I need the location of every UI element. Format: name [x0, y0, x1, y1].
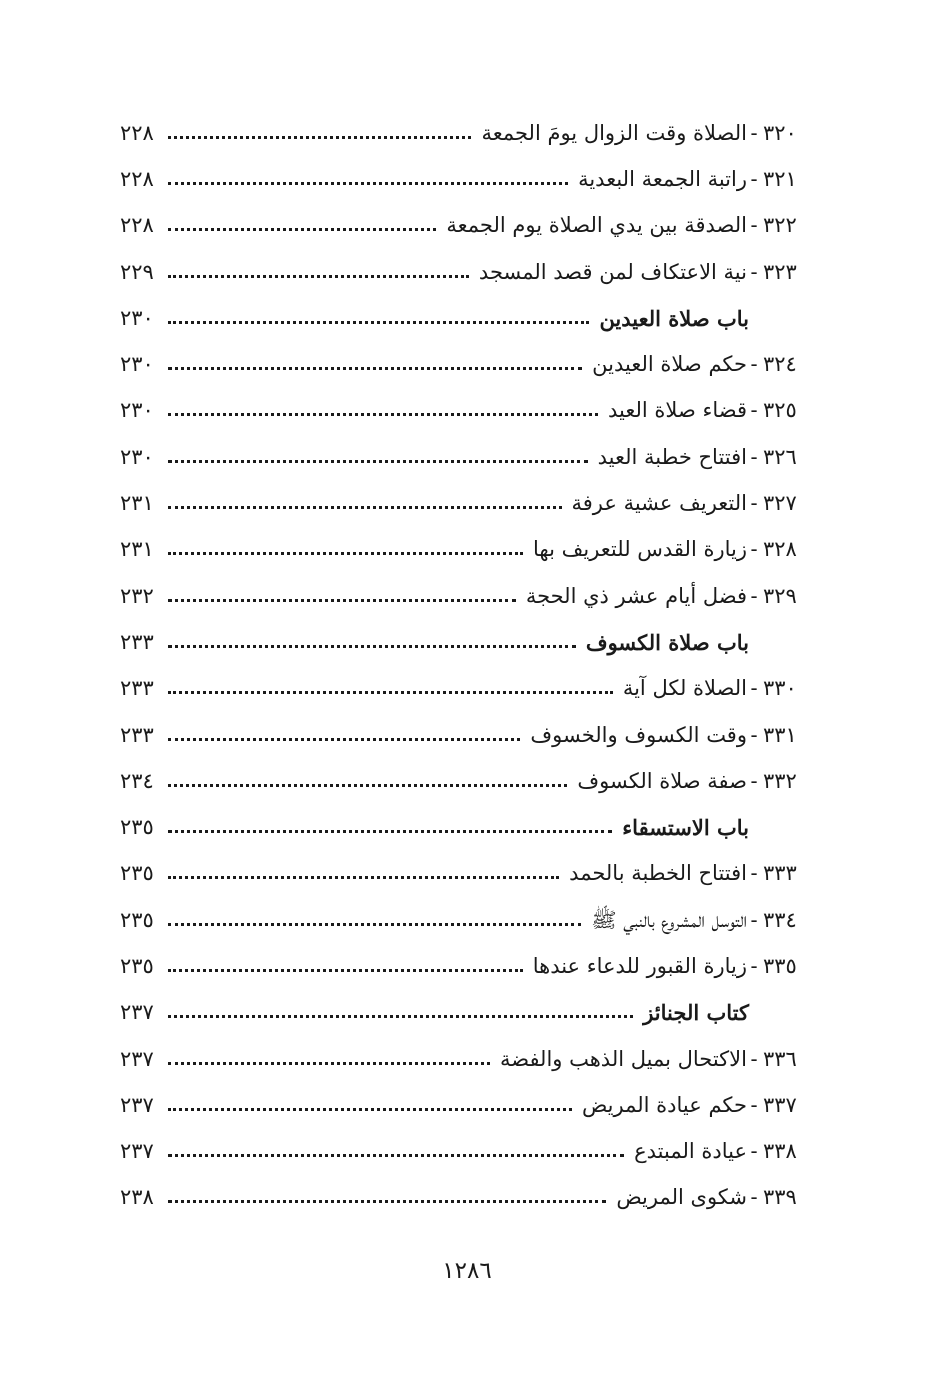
- entry-title: عيادة المبتدع: [634, 1139, 747, 1164]
- toc-entry: [120, 434, 825, 480]
- entry-page-number: ٢٣٨: [120, 1185, 154, 1210]
- section-title: باب صلاة الكسوف: [585, 629, 749, 655]
- entry-number: ٣٢٠: [763, 120, 797, 145]
- entry-separator: -: [750, 722, 758, 747]
- entry-page-number: ٢٢٨: [120, 166, 154, 191]
- entry-page-number: ٢٣٧: [120, 1046, 154, 1071]
- entry-number: ٣٣٠: [763, 676, 797, 701]
- entry-separator: -: [750, 1046, 758, 1071]
- entry-title: راتبة الجمعة البعدية: [578, 166, 747, 191]
- dot-leader: [168, 275, 469, 278]
- toc-entry: [120, 156, 825, 202]
- entry-separator: -: [750, 166, 758, 191]
- entry-page-number: ٢٣٧: [120, 1000, 154, 1025]
- toc-entry: [120, 666, 825, 712]
- toc-entry: [120, 712, 825, 758]
- dot-leader: [168, 182, 568, 185]
- entry-page-number: ٢٣٠: [120, 398, 154, 423]
- entry-number: ٣٣٧: [763, 1092, 797, 1117]
- entry-page-number: ٢٣٢: [120, 583, 154, 608]
- entry-page-number: ٢٣٥: [120, 861, 154, 886]
- entry-number: ٣٢٩: [763, 583, 797, 608]
- toc-entry: [120, 573, 825, 619]
- entry-number: ٣٣١: [763, 722, 797, 747]
- entry-separator: -: [750, 444, 758, 469]
- table-of-contents: [120, 110, 825, 1221]
- dot-leader: [168, 552, 523, 555]
- entry-page-number: ٢٣٥: [120, 815, 154, 840]
- toc-entry: [120, 249, 825, 295]
- section-title: باب الاستسقاء: [622, 815, 749, 841]
- section-title: باب صلاة العيدين: [599, 305, 749, 331]
- toc-section-heading: [120, 295, 825, 341]
- entry-page-number: ٢٣٠: [120, 305, 154, 330]
- entry-title: التعريف عشية عرفة: [571, 491, 747, 516]
- entry-title: الصلاة وقت الزوال يومَ الجمعة: [481, 120, 747, 145]
- dot-leader: [168, 969, 523, 972]
- dot-leader: [168, 367, 582, 370]
- entry-page-number: ٢٣١: [120, 491, 154, 516]
- toc-entry: [120, 758, 825, 804]
- dot-leader: [168, 1062, 490, 1065]
- dot-leader: [168, 691, 613, 694]
- dot-leader: [168, 1108, 572, 1111]
- entry-page-number: ٢٣٧: [120, 1092, 154, 1117]
- entry-number: ٣٣٦: [763, 1046, 797, 1071]
- entry-number: ٣٣٤: [763, 907, 797, 932]
- entry-number: ٣٢٦: [763, 444, 797, 469]
- dot-leader: [168, 923, 581, 926]
- entry-number: ٣٢٤: [763, 352, 797, 377]
- entry-separator: -: [750, 583, 758, 608]
- toc-entry: [120, 897, 825, 943]
- entry-separator: -: [750, 676, 758, 701]
- entry-separator: -: [750, 1185, 758, 1210]
- entry-title: حكم صلاة العيدين: [592, 352, 747, 377]
- entry-separator: -: [750, 352, 758, 377]
- entry-title: افتتاح الخطبة بالحمد: [569, 861, 747, 886]
- entry-separator: -: [750, 398, 758, 423]
- entry-number: ٣٢٨: [763, 537, 797, 562]
- entry-number: ٣٢٧: [763, 491, 797, 516]
- dot-leader: [168, 460, 588, 463]
- dot-leader: [168, 599, 516, 602]
- dot-leader: [168, 1154, 624, 1157]
- entry-title: الصلاة لكل آية: [622, 676, 747, 701]
- dot-leader: [168, 228, 436, 231]
- entry-title: زيارة القدس للتعريف بها: [533, 537, 747, 562]
- toc-entry: [120, 203, 825, 249]
- entry-page-number: ٢٣٣: [120, 629, 154, 654]
- toc-entry: [120, 1129, 825, 1175]
- entry-title: افتتاح خطبة العيد: [597, 444, 747, 469]
- dot-leader: [168, 784, 567, 787]
- entry-page-number: ٢٣٥: [120, 953, 154, 978]
- dot-leader: [168, 876, 559, 879]
- entry-number: ٣٢٥: [763, 398, 797, 423]
- entry-title: صفة صلاة الكسوف: [577, 768, 747, 793]
- entry-number: ٣٣٥: [763, 953, 797, 978]
- section-title: كتاب الجنائز: [643, 1000, 749, 1026]
- entry-page-number: ٢٣٧: [120, 1139, 154, 1164]
- entry-number: ٣٣٨: [763, 1139, 797, 1164]
- toc-entry: [120, 851, 825, 897]
- toc-entry: [120, 1175, 825, 1221]
- entry-separator: -: [750, 953, 758, 978]
- entry-separator: -: [750, 537, 758, 562]
- dot-leader: [168, 506, 562, 509]
- dot-leader: [168, 1015, 633, 1018]
- entry-page-number: ٢٣٥: [120, 907, 154, 932]
- toc-section-heading: [120, 804, 825, 850]
- entry-page-number: ٢٣٤: [120, 768, 154, 793]
- toc-entry: [120, 1036, 825, 1082]
- entry-number: ٣٢١: [763, 166, 797, 191]
- dot-leader: [168, 830, 612, 833]
- dot-leader: [168, 321, 589, 324]
- entry-separator: -: [750, 120, 758, 145]
- entry-page-number: ٢٣٣: [120, 676, 154, 701]
- toc-entry: [120, 110, 825, 156]
- entry-separator: -: [750, 1139, 758, 1164]
- toc-section-heading: [120, 619, 825, 665]
- toc-entry: [120, 480, 825, 526]
- entry-separator: -: [750, 1092, 758, 1117]
- entry-title: وقت الكسوف والخسوف: [530, 722, 747, 747]
- entry-title: الاكتحال بميل الذهب والفضة: [499, 1046, 747, 1071]
- entry-page-number: ٢٣١: [120, 537, 154, 562]
- entry-title: التوسل المشروع بالنبي ﷺ: [591, 907, 747, 932]
- entry-number: ٣٣٢: [763, 768, 797, 793]
- entry-separator: -: [750, 907, 758, 932]
- entry-title: قضاء صلاة العيد: [608, 398, 747, 423]
- entry-title: فضل أيام عشر ذي الحجة: [525, 583, 747, 608]
- entry-title: الصدقة بين يدي الصلاة يوم الجمعة: [446, 213, 747, 238]
- entry-page-number: ٢٢٨: [120, 213, 154, 238]
- entry-separator: -: [750, 491, 758, 516]
- entry-separator: -: [750, 768, 758, 793]
- entry-number: ٣٢٢: [763, 213, 797, 238]
- entry-page-number: ٢٣٠: [120, 444, 154, 469]
- entry-number: ٣٢٣: [763, 259, 797, 284]
- entry-number: ٣٣٩: [763, 1185, 797, 1210]
- toc-entry: [120, 527, 825, 573]
- toc-entry: [120, 943, 825, 989]
- entry-page-number: ٢٢٨: [120, 120, 154, 145]
- toc-entry: [120, 341, 825, 387]
- entry-number: ٣٣٣: [763, 861, 797, 886]
- dot-leader: [168, 413, 598, 416]
- toc-section-heading: [120, 990, 825, 1036]
- entry-title: نية الاعتكاف لمن قصد المسجد: [478, 259, 747, 284]
- entry-title: حكم عيادة المريض: [581, 1092, 747, 1117]
- page-number: ١٢٨٦: [442, 1258, 492, 1284]
- entry-page-number: ٢٣٠: [120, 352, 154, 377]
- dot-leader: [168, 645, 576, 648]
- entry-title: زيارة القبور للدعاء عندها: [532, 953, 747, 978]
- dot-leader: [168, 738, 520, 741]
- entry-separator: -: [750, 861, 758, 886]
- entry-title: شكوى المريض: [616, 1185, 747, 1210]
- toc-entry: [120, 388, 825, 434]
- entry-separator: -: [750, 259, 758, 284]
- dot-leader: [168, 136, 471, 139]
- dot-leader: [168, 1200, 606, 1203]
- entry-separator: -: [750, 213, 758, 238]
- entry-page-number: ٢٣٣: [120, 722, 154, 747]
- toc-entry: [120, 1082, 825, 1128]
- entry-page-number: ٢٢٩: [120, 259, 154, 284]
